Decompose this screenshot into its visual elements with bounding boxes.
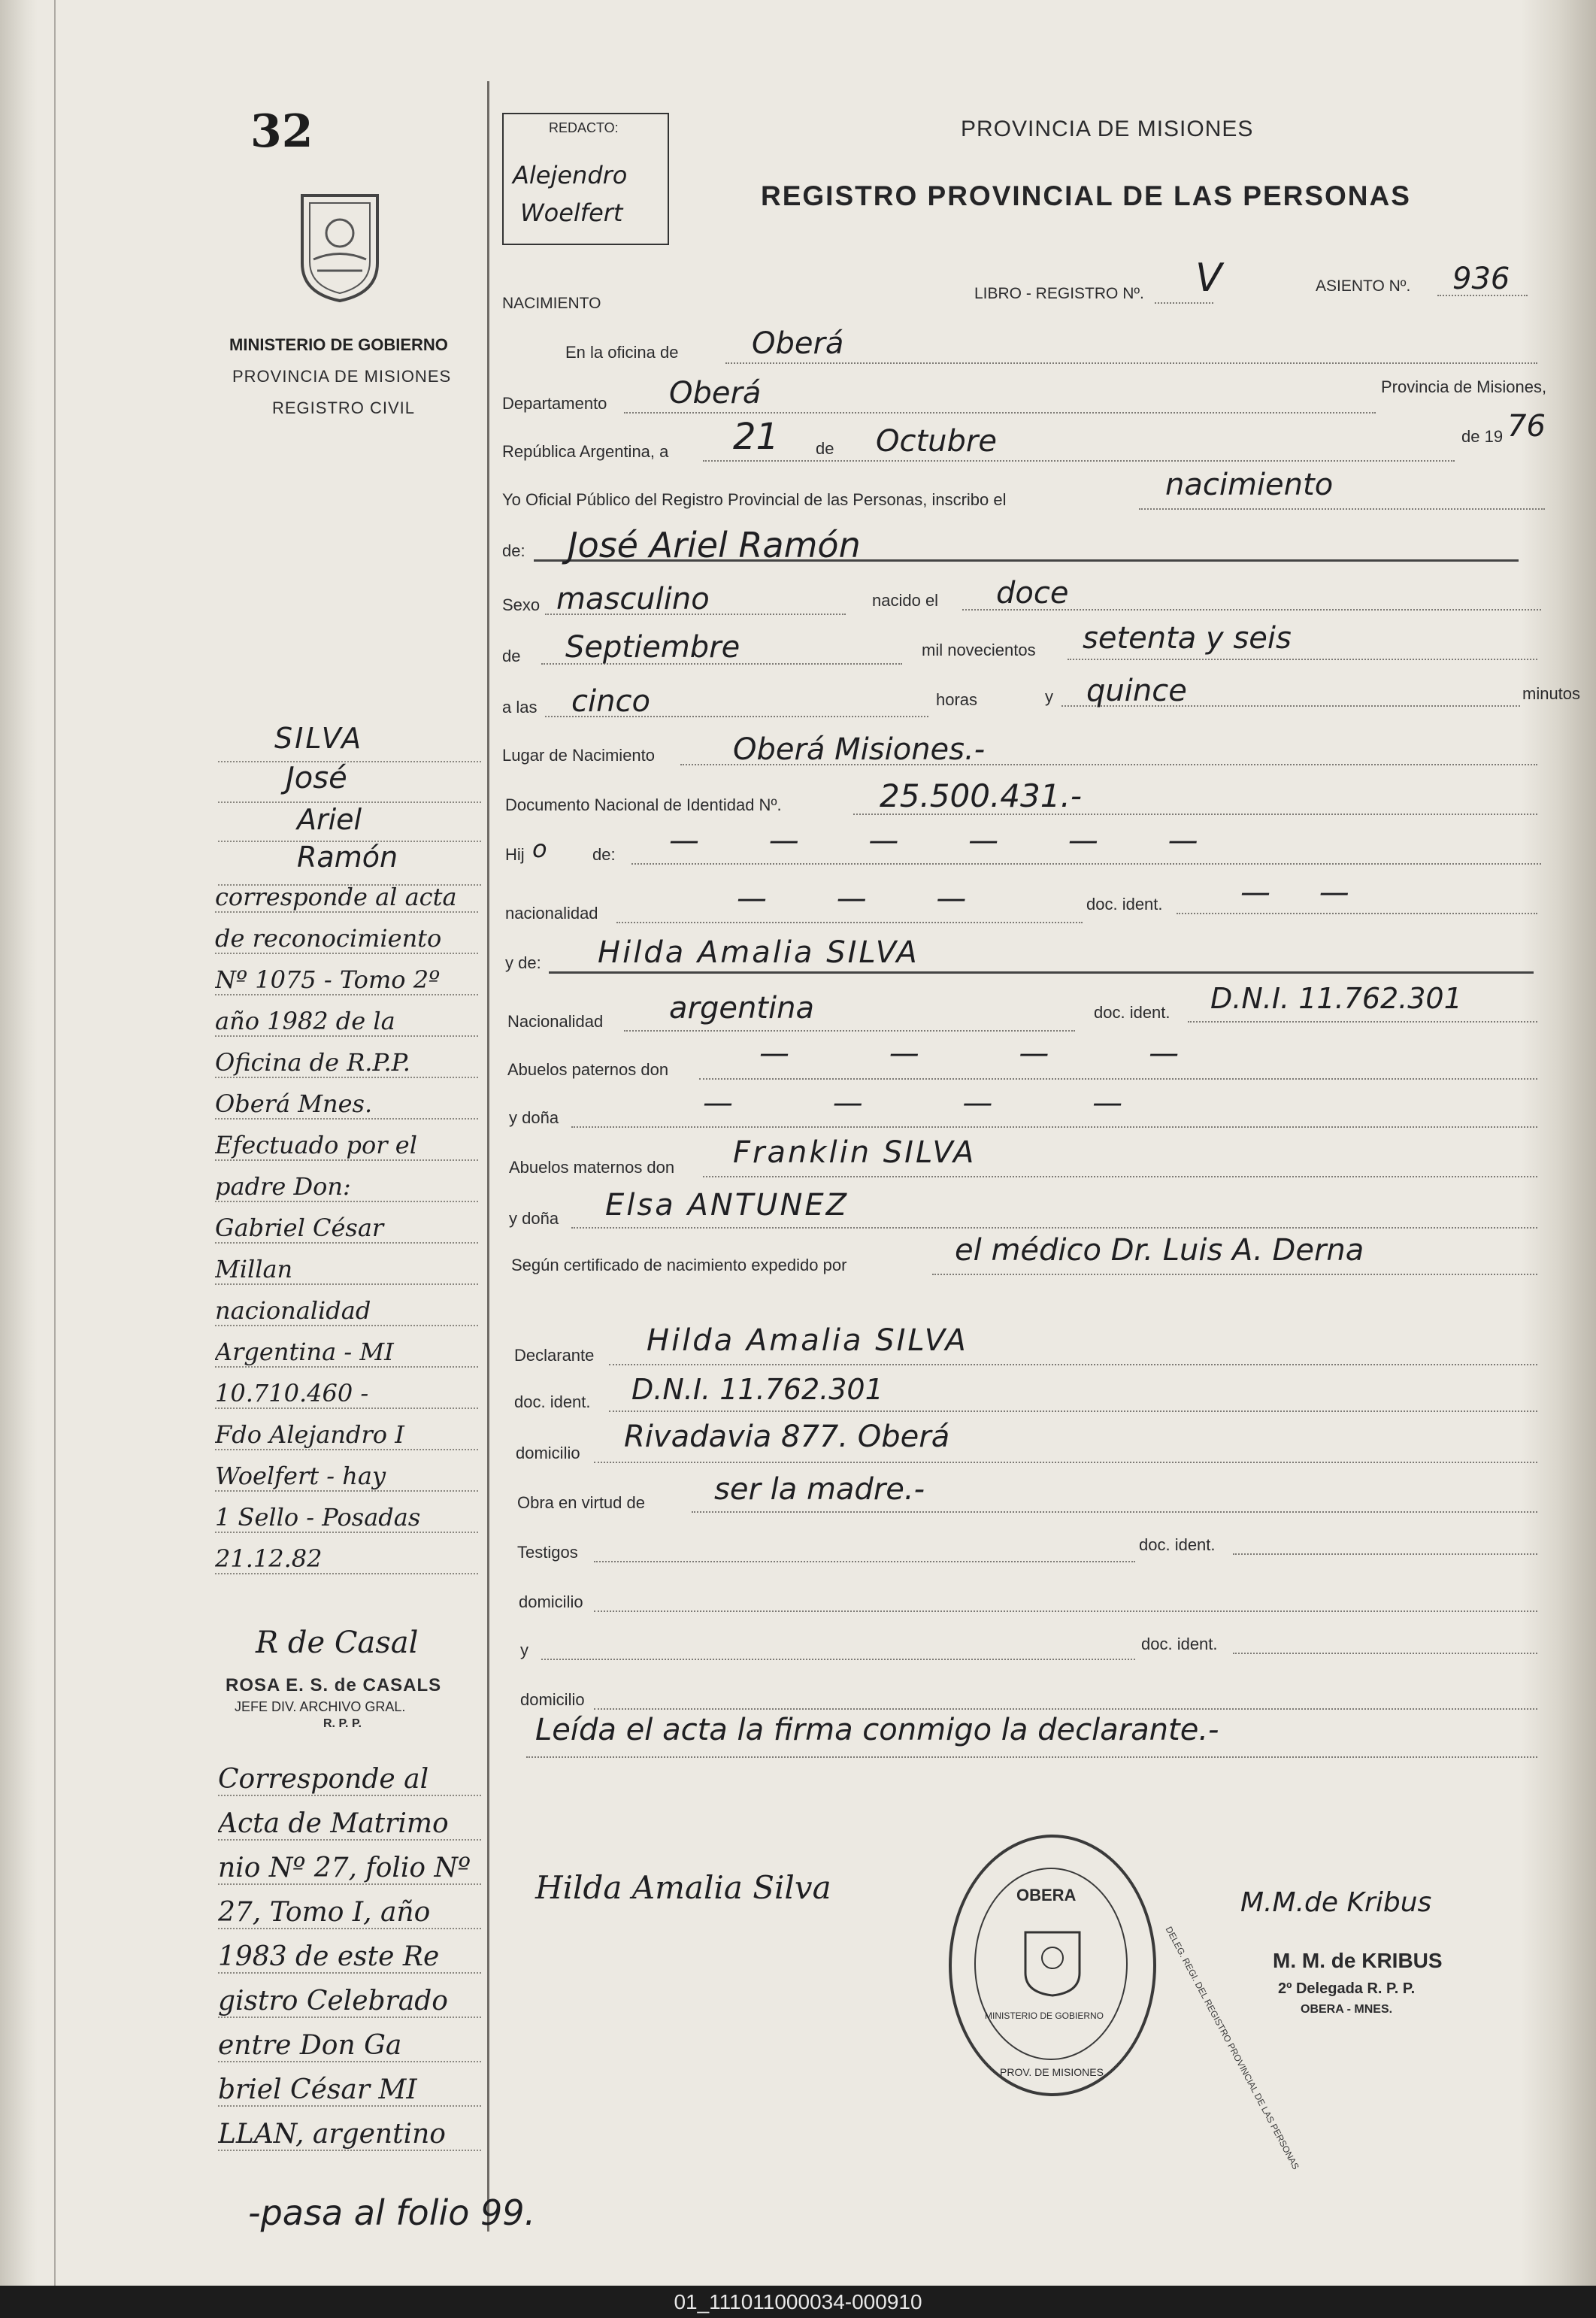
redacto-label: REDACTO: [549,120,619,135]
margin-note-line: LLAN, argentino [218,2119,481,2151]
nac1-value: — — — [737,881,997,916]
declarante-signature: Hilda Amalia Silva [535,1869,831,1906]
nac1-label: nacionalidad [505,904,598,923]
margin-note-line: Corresponde al [218,1764,481,1796]
registro-civil-label: REGISTRO CIVIL [272,398,416,417]
casal-name: ROSA E. S. de CASALS [226,1675,442,1695]
nacimiento-section: NACIMIENTO [502,295,601,312]
margin-note-line: entre Don Ga [218,2030,481,2062]
padre-value: — — — — — — [669,823,1228,858]
declarante-label: Declarante [514,1346,595,1365]
nombre-label: de: [502,541,525,560]
casal-rpp: R. P. P. [323,1717,362,1730]
redacto-box [502,113,669,245]
domicilio1-value: Rivadavia 877. Oberá [624,1420,950,1454]
testigos-label: Testigos [517,1543,578,1562]
mil-label: mil novecientos [922,641,1036,659]
seal-prov: PROV. DE MISIONES [1000,2066,1104,2078]
asiento-value: 936 [1452,262,1510,296]
margin-surname: SILVA [274,722,364,755]
docident3-label: doc. ident. [514,1392,591,1411]
margin-note-line: 10.710.460 - [215,1379,478,1409]
casal-signature: R de Casal [256,1626,419,1660]
y-dona1-value: — — — — [703,1086,1168,1120]
abpat-label: Abuelos paternos don [507,1060,669,1079]
abmat-value: Franklin SILVA [733,1135,977,1170]
margin-note-line: Gabriel César [215,1214,478,1244]
margin-note-line: 21.12.82 [215,1544,478,1574]
departamento-label: Departamento [502,394,607,413]
mes-value: Octubre [876,424,997,459]
margin-first-3: Ramón [297,841,398,874]
lugar-value: Oberá Misiones.- [733,732,986,767]
docident1-label: doc. ident. [1086,895,1163,914]
province-label: PROVINCIA DE MISIONES [232,367,452,386]
nacido-mes-value: Septiembre [565,630,740,665]
margin-rule [54,0,56,2286]
docident5-label: doc. ident. [1141,1635,1218,1653]
a-las-label: a las [502,698,538,717]
sexo-value: masculino [556,582,710,617]
horas-label: horas [936,690,978,709]
docident2-value: D.N.I. 11.762.301 [1210,982,1462,1015]
obra-value: ser la madre.- [714,1472,925,1507]
margin-note-line: 1 Sello - Posadas [215,1503,478,1533]
margin-note-line: Fdo Alejandro I [215,1420,478,1450]
oficina-label: En la oficina de [565,343,679,362]
anio-value: 76 [1507,409,1546,444]
docident2-label: doc. ident. [1094,1003,1171,1022]
margin-note-line: briel César MI [218,2074,481,2107]
libro-label: LIBRO - REGISTRO Nº. [974,285,1144,302]
margin-note-line: nacionalidad [215,1296,478,1326]
official-signature: M.M.de Kribus [1240,1887,1432,1918]
departamento-value: Oberá [669,376,762,411]
image-id-footer: 01_111011000034-000910 [0,2286,1596,2318]
redacto-name-2: Woelfert [520,198,623,227]
y3-label: y [520,1641,528,1659]
seal-emblem-icon [1021,1928,1084,1997]
y-label: y [1045,687,1053,706]
margin-note-line: Efectuado por el [215,1131,478,1161]
declarante-value: Hilda Amalia SILVA [647,1323,968,1358]
domicilio2-label: domicilio [519,1592,583,1611]
dni-value: 25.500.431.- [880,777,1082,814]
minutos-label: minutos [1522,684,1581,703]
margin-first-1: José [286,761,347,795]
column-divider [487,81,489,2232]
page-edge [1521,0,1596,2286]
y-dona2-value: Elsa ANTUNEZ [605,1188,849,1223]
y-dona1-label: y doña [509,1108,559,1127]
margin-note-line: padre Don: [215,1172,478,1202]
official-seal [949,1835,1156,2096]
dia-value: 21 [733,416,780,458]
de-label: de [816,439,834,458]
official-name: M. M. de KRIBUS [1273,1949,1443,1972]
hijo-de-label: de: [592,845,616,864]
margin-note-line: 1983 de este Re [218,1941,481,1974]
seal-ministry: MINISTERIO DE GOBIERNO [985,2010,1104,2021]
sexo-label: Sexo [502,595,541,614]
margin-note-line: de reconocimiento [215,924,478,954]
margin-note-line: Millan [215,1255,478,1285]
provincia-label: Provincia de Misiones, [1381,377,1547,396]
a-las-value: cinco [571,684,650,719]
margin-first-2: Ariel [297,803,362,836]
margin-note-line: Acta de Matrimo [218,1808,481,1841]
margin-note-line: Nº 1075 - Tomo 2º [215,965,478,995]
domicilio1-label: domicilio [516,1444,580,1462]
minutos-value: quince [1086,674,1187,708]
anio-label: de 19 [1461,427,1504,446]
header-title: REGISTRO PROVINCIAL DE LAS PERSONAS [761,180,1411,211]
oficina-value: Oberá [752,326,844,361]
y-de-label: y de: [505,953,541,972]
nacido-value: doce [996,576,1069,611]
coat-of-arms-icon [287,188,392,305]
margin-note-line: 27, Tomo I, año [218,1897,481,1929]
nombre-value: José Ariel Ramón [568,525,861,565]
page-number: 32 [250,105,313,158]
margin-note-line: gistro Celebrado [218,1986,481,2018]
docident3-value: D.N.I. 11.762.301 [631,1373,883,1406]
official-place: OBERA - MNES. [1301,2003,1393,2016]
docident4-label: doc. ident. [1139,1535,1216,1554]
margin-note-line: corresponde al acta [215,883,478,913]
certificado-label: Según certificado de nacimiento expedido por [511,1256,847,1274]
madre-value: Hilda Amalia SILVA [598,935,919,970]
hijo-label: Hij [505,845,525,864]
leida-line: Leída el acta la firma conmigo la declarante.- [535,1713,1219,1747]
republica-label: República Argentina, a [502,442,669,461]
obra-label: Obra en virtud de [517,1493,645,1512]
nacido-label: nacido el [872,591,939,610]
page-binding [0,0,38,2286]
de-mes-label: de [502,647,521,665]
docident1-value: — — [1240,875,1369,910]
mil-value: setenta y seis [1083,621,1292,656]
redacto-name-1: Alejendro [513,161,628,189]
nac2-value: argentina [669,991,814,1026]
margin-note-line: Woelfert - hay [215,1462,478,1492]
certificado-value: el médico Dr. Luis A. Derna [955,1233,1364,1268]
margin-note-line: Argentina - MI [215,1338,478,1368]
dni-label: Documento Nacional de Identidad Nº. [505,795,782,814]
domicilio3-label: domicilio [520,1690,585,1709]
header-province: PROVINCIA DE MISIONES [961,117,1254,141]
casal-role: JEFE DIV. ARCHIVO GRAL. [235,1699,406,1714]
libro-value: V [1195,256,1222,301]
oficial-value: nacimiento [1165,468,1334,502]
margin-note-line: nio Nº 27, folio Nº [218,1853,481,1885]
abmat-label: Abuelos maternos don [509,1158,675,1177]
seal-outer-text: DELEG. REGI. DEL REGISTRO PROVINCIAL DE LAS PERSONAS [1163,1925,1301,2171]
hijo-suffix: o [532,835,547,863]
margin-note-line: Oficina de R.P.P. [215,1048,478,1078]
asiento-label: ASIENTO Nº. [1316,277,1411,295]
official-role: 2º Delegada R. P. P. [1278,1980,1416,1997]
nac2-label: Nacionalidad [507,1012,604,1031]
seal-city: OBERA [1016,1886,1077,1904]
pasa-al-folio: -pasa al folio 99. [248,2192,536,2233]
margin-note-line: Oberá Mnes. [215,1089,478,1120]
ministry-label: MINISTERIO DE GOBIERNO [229,335,448,354]
margin-note-line: año 1982 de la [215,1007,478,1037]
oficial-label: Yo Oficial Público del Registro Provincial de las Personas, inscribo el [502,490,1007,509]
y-dona2-label: y doña [509,1209,559,1228]
abpat-value: — — — — [759,1036,1225,1071]
lugar-label: Lugar de Nacimiento [502,746,656,765]
